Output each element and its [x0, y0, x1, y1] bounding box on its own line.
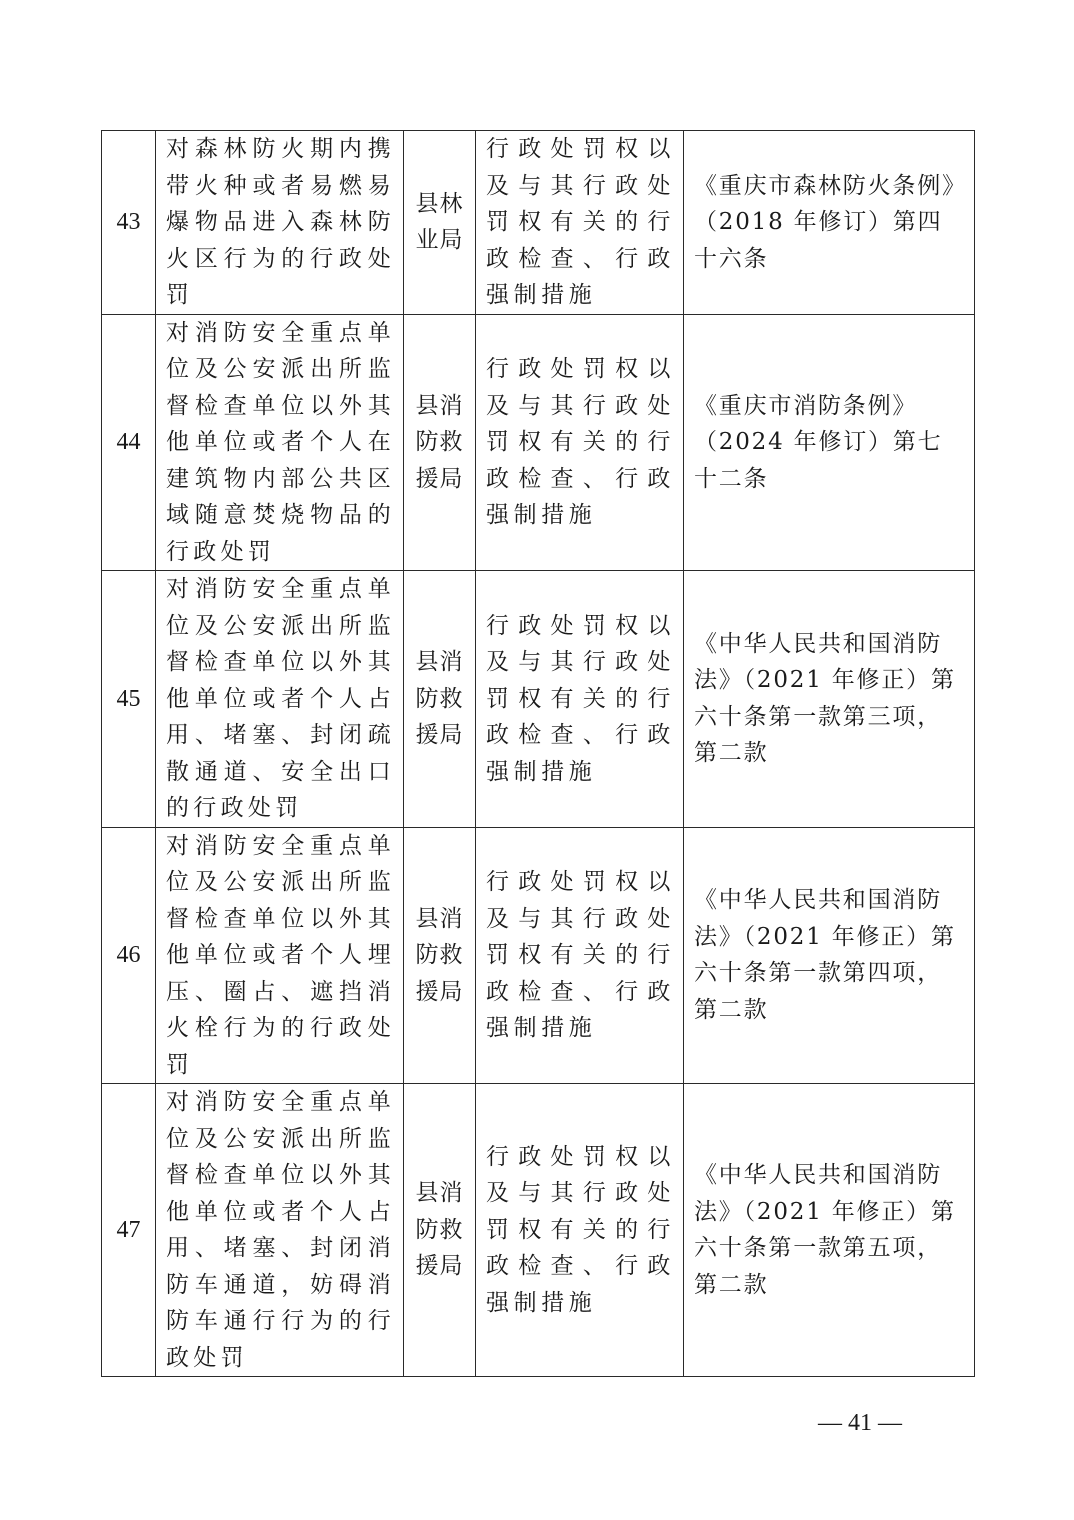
row-number: 43	[102, 131, 156, 315]
power-type-cell	[476, 571, 684, 828]
item-name-cell	[156, 131, 404, 315]
legal-basis: 《中华人民共和国消防法》（2021 年修正）第六十条第一款第四项，第二款	[694, 887, 956, 1023]
power-type-cell	[476, 131, 684, 315]
item-name: 对消防安全重点单位及公安派出所监督检查单位以外其他单位或者个人在建筑物内部公共区域随意焚烧物品的行政处罚	[166, 319, 395, 565]
department: 县消防救援局	[415, 649, 464, 748]
item-name: 对森林防火期内携带火种或者易燃易爆物品进入森林防火区行为的行政处罚	[166, 136, 395, 308]
row-number: 45	[102, 571, 156, 828]
legal-basis: 《中华人民共和国消防法》（2021 年修正）第六十条第一款第五项，第二款	[694, 1162, 956, 1298]
legal-basis-cell	[684, 1084, 975, 1377]
department: 县消防救援局	[415, 1180, 464, 1280]
legal-basis: 《中华人民共和国消防法》（2021 年修正）第六十条第一款第三项，第二款	[694, 630, 956, 767]
table-row	[102, 1084, 975, 1377]
power-type-cell	[476, 1084, 684, 1377]
department-cell	[404, 827, 476, 1084]
department-cell	[404, 1084, 476, 1377]
department: 县消防救援局	[415, 905, 464, 1005]
legal-basis: 《重庆市消防条例》（2024 年修订）第七十二条	[694, 392, 943, 492]
power-type: 行政处罚权以及与其行政处罚权有关的行政检查、行政强制措施	[486, 356, 675, 528]
legal-basis-cell	[684, 314, 975, 571]
row-number: 47	[102, 1084, 156, 1377]
row-number: 44	[102, 314, 156, 571]
power-type-cell	[476, 314, 684, 571]
item-name: 对消防安全重点单位及公安派出所监督检查单位以外其他单位或者个人占用、堵塞、封闭疏散通道、安全出口的行政处罚	[166, 576, 395, 821]
item-name-cell	[156, 571, 404, 828]
legal-basis-cell	[684, 131, 975, 315]
department-cell	[404, 571, 476, 828]
legal-basis-cell	[684, 827, 975, 1084]
item-name-cell	[156, 1084, 404, 1377]
item-name-cell	[156, 314, 404, 571]
power-type: 行政处罚权以及与其行政处罚权有关的行政检查、行政强制措施	[486, 869, 675, 1041]
department-cell	[404, 131, 476, 315]
legal-basis: 《重庆市森林防火条例》（2018 年修订）第四十六条	[694, 172, 956, 272]
item-name: 对消防安全重点单位及公安派出所监督检查单位以外其他单位或者个人埋压、圈占、遮挡消火栓行为的行政处罚	[166, 832, 395, 1078]
row-number: 46	[102, 827, 156, 1084]
department: 县消防救援局	[415, 392, 464, 492]
power-type: 行政处罚权以及与其行政处罚权有关的行政检查、行政强制措施	[486, 1143, 675, 1316]
power-type: 行政处罚权以及与其行政处罚权有关的行政检查、行政强制措施	[486, 612, 675, 785]
department-cell	[404, 314, 476, 571]
table-row	[102, 571, 975, 828]
page-number: — 41 —	[818, 1410, 902, 1436]
item-name-cell	[156, 827, 404, 1084]
table-row	[102, 131, 975, 315]
table-row	[102, 827, 975, 1084]
power-type: 行政处罚权以及与其行政处罚权有关的行政检查、行政强制措施	[486, 136, 675, 308]
legal-basis-cell	[684, 571, 975, 828]
table-row	[102, 314, 975, 571]
items-table	[101, 130, 975, 1377]
department: 县林业局	[415, 190, 464, 254]
power-type-cell	[476, 827, 684, 1084]
item-name: 对消防安全重点单位及公安派出所监督检查单位以外其他单位或者个人占用、堵塞、封闭消防车通道，妨碍消防车通行行为的行政处罚	[166, 1089, 395, 1371]
